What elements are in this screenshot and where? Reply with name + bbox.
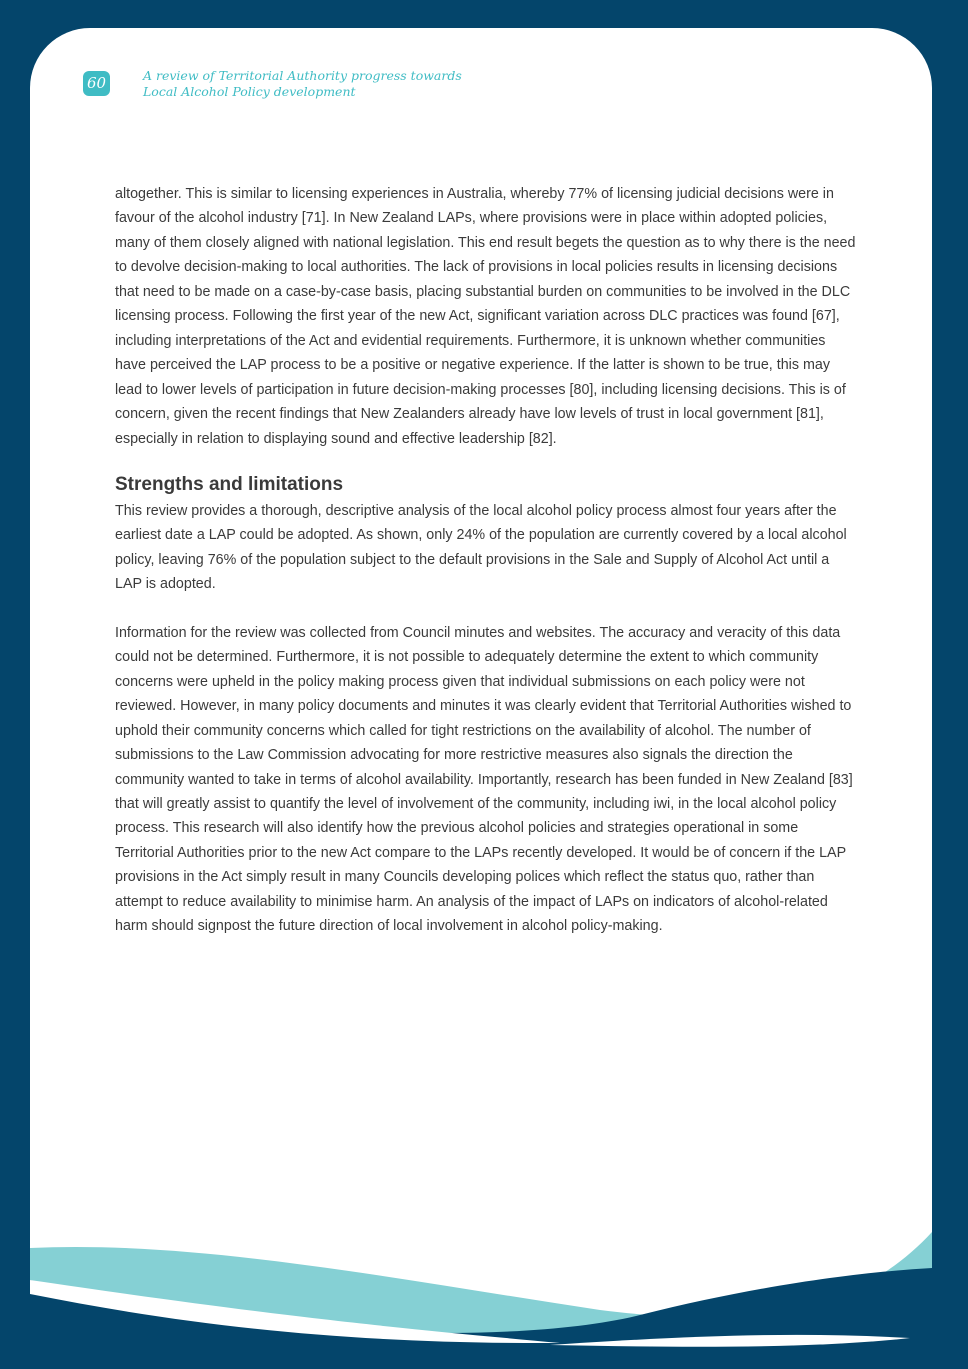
- body-paragraph-1: altogether. This is similar to licensing experiences in Australia, whereby 77% of licensing judicial decisions were in favour of the alcohol industry [71]. In New Zealand LAPs, where provisions were in place within adopted policies, many of them closely aligned with national legislation. This end result begets the question as to why there is the need to devolve decision-making to local authorities. The lack of provisions in local policies results in licensing decisions that need to be made on a case-by-case basis, placing substantial burden on communities to be involved in the DLC licensing process. Following the first year of the new Act, significant variation across DLC practices was found [67], including interpretations of the Act and evidential requirements. Furthermore, it is unknown whether communities have perceived the LAP process to be a positive or negative experience. If the latter is shown to be true, this may lead to lower levels of participation in future decision-making processes [80], including licensing decisions. This is of concern, given the recent findings that New Zealanders already have low levels of trust in local government [81], especially in relation to displaying sound and effective leadership [82].: [115, 186, 856, 447]
- body-paragraph-2: This review provides a thorough, descriptive analysis of the local alcohol policy process almost four years after the earliest date a LAP could be adopted. As shown, only 24% of the population are currently covered by a local alcohol policy, leaving 76% of the population subject to the default provisions in the Sale and Supply of Alcohol Act until a LAP is adopted.: [115, 502, 847, 593]
- main-content: [115, 182, 857, 939]
- page-number-badge: 60: [83, 71, 110, 96]
- running-header-line2: Local Alcohol Policy development: [143, 84, 356, 99]
- body-paragraph-3: Information for the review was collected from Council minutes and websites. The accuracy and veracity of this data could not be determined. Furthermore, it is not possible to adequately determine the extent to which community concerns were upheld in the policy making process given that individual submissions on each policy were not reviewed. However, in many policy documents and minutes it was clearly evident that Territorial Authorities wished to uphold their community concerns which called for tight restrictions on the availability of alcohol. The number of submissions to the Law Commission advocating for more restrictive measures also signals the direction the community wanted to take in terms of alcohol availability. Importantly, research has been funded in New Zealand [83] that will greatly assist to quantify the level of involvement of the community, including iwi, in the local alcohol policy process. This research will also identify how the previous alcohol policies and strategies operational in some Territorial Authorities prior to the new Act compare to the LAPs recently developed. It would be of concern if the LAP provisions in the Act simply result in many Councils developing polices which reflect the status quo, rather than attempt to reduce availability to minimise harm. An analysis of the impact of LAPs on indicators of alcohol-related harm should signpost the future direction of local involvement in alcohol policy-making.: [115, 624, 853, 935]
- footer-wave-decoration: [0, 1220, 968, 1369]
- running-header: [143, 68, 462, 100]
- running-header-line1: A review of Territorial Authority progress towards: [143, 68, 462, 83]
- section-heading: Strengths and limitations: [115, 473, 344, 495]
